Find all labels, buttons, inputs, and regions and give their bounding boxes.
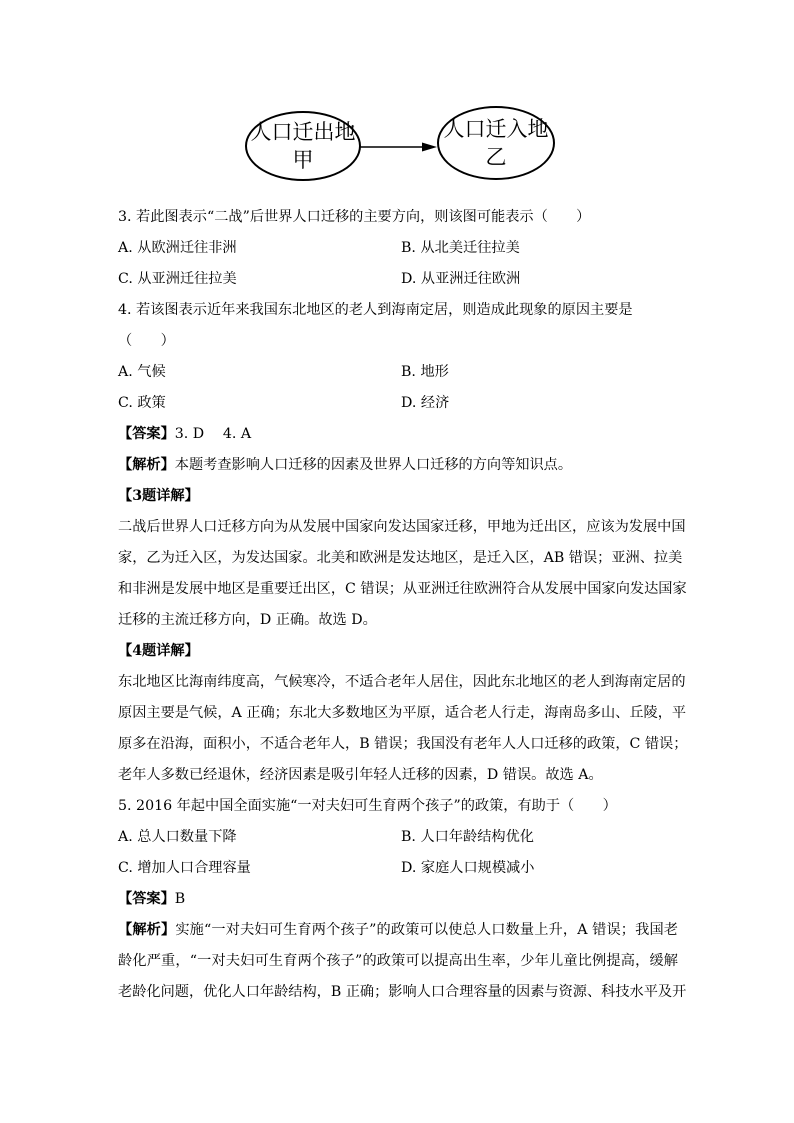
- answer-text: B: [174, 891, 186, 907]
- detail-4-heading: 【4题详解】: [118, 643, 199, 659]
- question-3-stem: 3. 若此图表示“二战”后世界人口迁移的主要方向，则该图可能表示（ ）: [118, 209, 591, 225]
- detail-3-text: [118, 512, 687, 636]
- paragraph-line: 东北地区比海南纬度高，气候寒冷，不适合老年人居住，因此东北地区的老人到海南定居的: [118, 674, 686, 690]
- question-3-options-row-1: [118, 233, 678, 264]
- destination-label: 人口迁入地: [443, 117, 549, 141]
- option-c: C. 政策: [118, 395, 166, 411]
- option-d: D. 家庭人口规模减小: [401, 860, 535, 876]
- question-4-stem-cont: （ ）: [118, 333, 175, 349]
- answer-block: [118, 884, 678, 915]
- origin-label: 人口迁出地: [250, 120, 356, 144]
- option-a: A. 总人口数量下降: [118, 829, 237, 845]
- question-5-stem: 5. 2016 年起中国全面实施“一对夫妇可生育两个孩子”的政策，有助于（ ）: [118, 798, 617, 814]
- question-4-options-row-2: [118, 388, 678, 419]
- option-d: D. 经济: [401, 395, 450, 411]
- option-c: C. 增加人口合理容量: [118, 860, 251, 876]
- paragraph-line: 原因主要是气候，A 正确；东北大多数地区为平原，适合老人行走，海南岛多山、丘陵，平: [118, 705, 687, 721]
- analysis-block: [118, 450, 678, 481]
- option-d: D. 从亚洲迁往欧洲: [401, 271, 521, 287]
- option-c: C. 从亚洲迁往拉美: [118, 271, 237, 287]
- paragraph-line: 老年人多数已经退休，经济因素是吸引年轻人迁移的因素，D 错误。故选 A。: [118, 767, 603, 783]
- paragraph-line: 龄化严重，“一对夫妇可生育两个孩子”的政策可以提高出生率，少年儿童比例提高，缓解: [118, 953, 678, 969]
- origin-node: [245, 111, 361, 181]
- paragraph-line: 和非洲是发展中地区是重要迁出区，C 错误；从亚洲迁往欧洲符合从发展中国家向发达国家: [118, 581, 687, 597]
- paragraph-line: 迁移的主流迁移方向，D 正确。故选 D。: [118, 612, 377, 628]
- destination-sublabel: 乙: [485, 145, 507, 169]
- paragraph-line: 原多在沿海，面积小，不适合老年人，B 错误；我国没有老年人人口迁移的政策，C 错误；: [118, 736, 688, 752]
- analysis-label: 【解析】: [118, 457, 175, 473]
- analysis-first-line: [118, 915, 678, 946]
- destination-node: [437, 106, 555, 180]
- option-b: B. 人口年龄结构优化: [401, 829, 534, 845]
- answer-label: 【答案】: [118, 891, 175, 907]
- question-5-options-row-2: [118, 853, 678, 884]
- option-a: A. 从欧洲迁往非洲: [118, 240, 237, 256]
- question-5-options-row-1: [118, 822, 678, 853]
- option-b: B. 地形: [401, 364, 449, 380]
- answer-text: 3. D 4. A: [174, 426, 252, 442]
- analysis-label: 【解析】: [118, 922, 176, 938]
- arrow-right-icon: [360, 140, 437, 154]
- analysis-text: 实施“一对夫妇可生育两个孩子”的政策可以使总人口数量上升，A 错误；我国老: [175, 922, 678, 938]
- question-4-stem: 4. 若该图表示近年来我国东北地区的老人到海南定居，则造成此现象的原因主要是: [118, 302, 633, 318]
- answer-label: 【答案】: [118, 426, 175, 442]
- migration-diagram: [240, 100, 560, 186]
- detail-3-heading: 【3题详解】: [118, 488, 199, 504]
- option-b: B. 从北美迁往拉美: [401, 240, 520, 256]
- paragraph-line: 老龄化问题，优化人口年龄结构，B 正确；影响人口合理容量的因素与资源、科技水平及开: [118, 984, 687, 1000]
- analysis-text: 本题考查影响人口迁移的因素及世界人口迁移的方向等知识点。: [174, 457, 573, 473]
- answer-block: [118, 419, 678, 450]
- question-3-options-row-2: [118, 264, 678, 295]
- paragraph-line: 二战后世界人口迁移方向为从发展中国家向发达国家迁移，甲地为迁出区，应该为发展中国: [118, 519, 686, 535]
- question-4-options-row-1: [118, 357, 678, 388]
- analysis-2-block: [118, 915, 687, 1008]
- origin-sublabel: 甲: [292, 148, 314, 172]
- detail-4-text: [118, 667, 688, 791]
- option-a: A. 气候: [118, 364, 166, 380]
- paragraph-line: 家，乙为迁入区，为发达国家。北美和欧洲是发达地区，是迁入区，AB 错误；亚洲、拉美: [118, 550, 683, 566]
- document-body: [118, 202, 688, 1008]
